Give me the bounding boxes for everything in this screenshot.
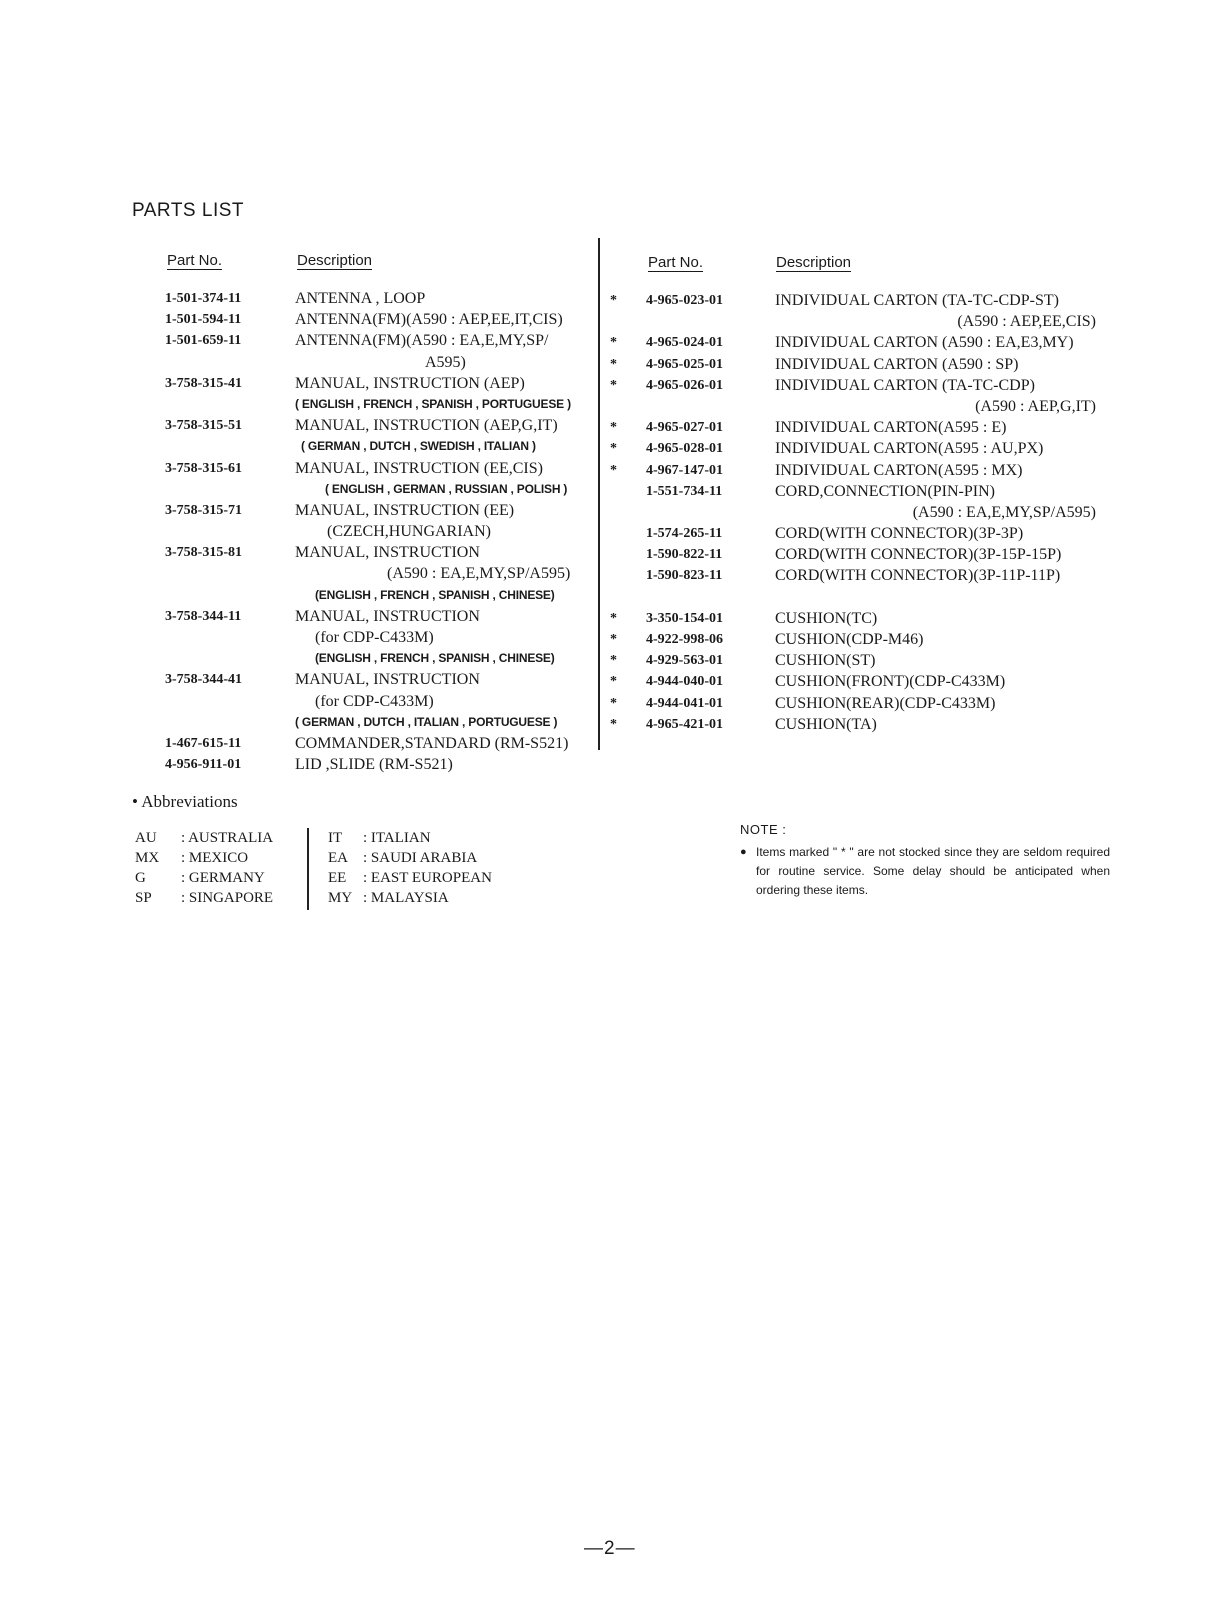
table-row xyxy=(610,523,1110,544)
part-description: (CZECH,HUNGARIAN) xyxy=(327,523,491,541)
part-description: MANUAL, INSTRUCTION (AEP,G,IT) xyxy=(295,417,558,435)
part-description: CORD(WITH CONNECTOR)(3P-15P-15P) xyxy=(775,546,1062,564)
table-row xyxy=(165,669,595,690)
table-row xyxy=(165,648,595,669)
abbreviation-meaning: : ITALIAN xyxy=(363,830,431,846)
part-number: 1-467-615-11 xyxy=(165,735,242,751)
not-stocked-marker: * xyxy=(610,377,617,393)
part-number: 3-758-315-81 xyxy=(165,545,242,561)
part-description: MANUAL, INSTRUCTION (EE,CIS) xyxy=(295,459,543,477)
part-number: 3-758-344-11 xyxy=(165,608,242,624)
part-description: (ENGLISH , FRENCH , SPANISH , CHINESE) xyxy=(315,587,555,602)
part-number: 4-922-998-06 xyxy=(646,632,723,647)
part-description: INDIVIDUAL CARTON (TA-TC-CDP) xyxy=(775,376,1035,394)
not-stocked-marker: * xyxy=(610,356,617,372)
abbreviation-code: EA xyxy=(328,850,348,866)
table-row xyxy=(165,479,595,500)
part-description: CUSHION(ST) xyxy=(775,652,876,670)
part-description: CORD(WITH CONNECTOR)(3P-3P) xyxy=(775,525,1024,543)
not-stocked-marker: * xyxy=(610,462,617,478)
table-row xyxy=(610,671,1110,692)
part-description: (A590 : AEP,G,IT) xyxy=(975,397,1096,415)
abbreviations-title: • Abbreviations xyxy=(132,792,238,811)
part-description: (A590 : EA,E,MY,SP/A595) xyxy=(912,503,1096,521)
abbreviation-code: G xyxy=(135,870,146,886)
part-number: 1-590-822-11 xyxy=(646,547,723,563)
abbreviation-row xyxy=(135,870,535,890)
part-number: 3-758-315-71 xyxy=(165,502,242,518)
abbreviation-meaning: : GERMANY xyxy=(181,870,265,886)
part-number: 4-965-023-01 xyxy=(646,293,723,308)
part-number: 4-967-147-01 xyxy=(646,462,723,478)
part-description: INDIVIDUAL CARTON (A590 : SP) xyxy=(775,355,1019,373)
table-row xyxy=(165,563,595,584)
column-divider xyxy=(598,238,600,750)
page-title: PARTS LIST xyxy=(132,200,244,221)
not-stocked-marker: * xyxy=(610,632,617,647)
not-stocked-marker: * xyxy=(610,441,617,457)
table-row xyxy=(165,754,595,775)
not-stocked-marker: * xyxy=(610,695,617,711)
table-row xyxy=(165,712,595,733)
part-description: CUSHION(CDP-M46) xyxy=(775,631,924,648)
table-row xyxy=(610,417,1110,438)
page-number: —2— xyxy=(584,1538,636,1559)
table-row xyxy=(610,629,1110,650)
note-title: NOTE : xyxy=(740,822,787,837)
abbreviation-meaning: : MEXICO xyxy=(181,850,249,866)
bullet-icon: ● xyxy=(740,846,747,858)
table-row xyxy=(165,691,595,712)
table-row xyxy=(610,544,1110,565)
abbreviation-code: AU xyxy=(135,830,157,846)
part-number: 3-758-344-41 xyxy=(165,672,242,688)
note-body xyxy=(740,843,1110,900)
table-row xyxy=(610,481,1110,502)
note-text: Items marked " * " are not stocked since they are seldom required for routine service. Some delay should be anticipated when ordering these items. xyxy=(756,845,1110,897)
part-description: MANUAL, INSTRUCTION (AEP) xyxy=(295,374,525,392)
table-row xyxy=(610,650,1110,671)
table-row xyxy=(610,332,1110,353)
part-number: 4-965-025-01 xyxy=(646,356,723,372)
part-description: CORD(WITH CONNECTOR)(3P-11P-11P) xyxy=(775,567,1061,585)
table-row xyxy=(165,330,595,351)
abbreviation-code: IT xyxy=(328,830,343,846)
not-stocked-marker: * xyxy=(610,716,617,732)
table-header xyxy=(610,250,1110,290)
part-number: 4-929-563-01 xyxy=(646,653,723,669)
part-no-header: Part No. xyxy=(167,252,223,269)
abbreviation-meaning: : MALAYSIA xyxy=(363,890,449,906)
not-stocked-marker: * xyxy=(610,335,617,351)
part-description: CORD,CONNECTION(PIN-PIN) xyxy=(775,482,995,500)
table-row xyxy=(610,438,1110,459)
part-description: (ENGLISH , FRENCH , SPANISH , CHINESE) xyxy=(315,651,555,666)
part-number: 1-551-734-11 xyxy=(646,483,723,499)
part-number: 4-956-911-01 xyxy=(165,757,242,773)
part-description: INDIVIDUAL CARTON(A595 : MX) xyxy=(775,461,1023,479)
part-description: CUSHION(TC) xyxy=(775,609,878,627)
part-number: 1-590-823-11 xyxy=(646,568,723,584)
part-description: CUSHION(REAR)(CDP-C433M) xyxy=(775,694,996,712)
abbreviation-code: MY xyxy=(328,890,353,906)
abbreviations-table xyxy=(135,830,535,910)
part-number: 1-501-594-11 xyxy=(165,312,242,328)
part-description: INDIVIDUAL CARTON (A590 : EA,E3,MY) xyxy=(775,334,1074,352)
part-description: (for CDP-C433M) xyxy=(315,692,434,710)
table-row xyxy=(165,585,595,606)
part-number: 1-501-374-11 xyxy=(165,291,242,306)
part-number: 4-965-028-01 xyxy=(646,441,723,457)
abbreviation-meaning: : EAST EUROPEAN xyxy=(363,870,492,886)
table-row xyxy=(610,354,1110,375)
table-row xyxy=(165,288,595,309)
table-row xyxy=(165,542,595,563)
part-description: INDIVIDUAL CARTON(A595 : AU,PX) xyxy=(775,440,1044,458)
table-row xyxy=(165,352,595,373)
part-number: 4-944-040-01 xyxy=(646,674,723,690)
part-number: 4-965-027-01 xyxy=(646,420,723,436)
part-number: 1-574-265-11 xyxy=(646,526,723,542)
part-description: ANTENNA(FM)(A590 : EA,E,MY,SP/ xyxy=(295,332,549,350)
part-description: ( ENGLISH , FRENCH , SPANISH , PORTUGUESE ) xyxy=(295,396,571,411)
part-no-header: Part No. xyxy=(648,254,704,271)
abbreviation-row xyxy=(135,830,535,850)
abbreviation-meaning: : SINGAPORE xyxy=(181,890,274,906)
table-row xyxy=(610,608,1110,629)
part-description: A595) xyxy=(425,353,466,371)
part-number: 1-501-659-11 xyxy=(165,333,242,349)
part-number: 4-965-024-01 xyxy=(646,335,723,351)
not-stocked-marker: * xyxy=(610,420,617,436)
abbreviation-code: SP xyxy=(135,890,152,906)
description-header: Description xyxy=(297,252,373,269)
part-description: MANUAL, INSTRUCTION xyxy=(295,544,480,562)
note xyxy=(740,822,1110,900)
not-stocked-marker: * xyxy=(610,610,617,626)
part-description: INDIVIDUAL CARTON (TA-TC-CDP-ST) xyxy=(775,292,1059,309)
table-row xyxy=(165,373,595,394)
part-description: INDIVIDUAL CARTON(A595 : E) xyxy=(775,419,1007,437)
table-row xyxy=(610,375,1110,396)
table-row xyxy=(610,460,1110,481)
row-gap xyxy=(610,587,1110,608)
part-description: MANUAL, INSTRUCTION xyxy=(295,671,480,689)
not-stocked-marker: * xyxy=(610,674,617,690)
table-row xyxy=(165,415,595,436)
table-row xyxy=(610,714,1110,735)
table-row xyxy=(165,606,595,627)
part-description: ( GERMAN , DUTCH , SWEDISH , ITALIAN ) xyxy=(301,439,536,454)
abbreviation-row xyxy=(135,850,535,870)
not-stocked-marker: * xyxy=(610,293,617,308)
part-number: 4-965-421-01 xyxy=(646,716,723,732)
table-row xyxy=(165,394,595,415)
table-row xyxy=(165,627,595,648)
abbreviation-code: EE xyxy=(328,870,347,886)
part-number: 4-965-026-01 xyxy=(646,377,723,393)
part-description: CUSHION(FRONT)(CDP-C433M) xyxy=(775,673,1006,691)
part-description: ANTENNA , LOOP xyxy=(295,290,426,307)
part-description: CUSHION(TA) xyxy=(775,715,877,733)
part-description: COMMANDER,STANDARD (RM-S521) xyxy=(295,734,569,752)
table-row xyxy=(165,436,595,457)
abbreviation-row xyxy=(135,890,535,910)
parts-table-left xyxy=(165,248,595,775)
part-description: ( ENGLISH , GERMAN , RUSSIAN , POLISH ) xyxy=(325,481,568,496)
part-description: ANTENNA(FM)(A590 : AEP,EE,IT,CIS) xyxy=(295,311,563,329)
part-description: MANUAL, INSTRUCTION xyxy=(295,607,480,625)
table-row xyxy=(610,396,1110,417)
table-row xyxy=(610,502,1110,523)
table-row xyxy=(165,521,595,542)
table-row xyxy=(610,290,1110,311)
parts-table-right xyxy=(610,250,1110,735)
table-row xyxy=(165,458,595,479)
abbreviation-code: MX xyxy=(135,850,160,866)
abbreviation-meaning: : SAUDI ARABIA xyxy=(363,850,478,866)
table-row xyxy=(165,733,595,754)
part-number: 4-944-041-01 xyxy=(646,695,723,711)
table-row xyxy=(165,309,595,330)
part-description: (A590 : EA,E,MY,SP/A595) xyxy=(387,565,571,583)
table-row xyxy=(610,693,1110,714)
part-number: 3-350-154-01 xyxy=(646,610,723,626)
part-description: ( GERMAN , DUTCH , ITALIAN , PORTUGUESE ) xyxy=(295,714,558,729)
part-number: 3-758-315-41 xyxy=(165,375,242,391)
part-description: LID ,SLIDE (RM-S521) xyxy=(295,756,453,774)
table-row xyxy=(165,500,595,521)
table-row xyxy=(610,311,1110,332)
not-stocked-marker: * xyxy=(610,653,617,669)
part-number: 3-758-315-61 xyxy=(165,460,242,476)
table-header xyxy=(165,248,595,288)
part-description: MANUAL, INSTRUCTION (EE) xyxy=(295,501,515,519)
part-description: (A590 : AEP,EE,CIS) xyxy=(957,313,1096,331)
table-row xyxy=(610,565,1110,586)
part-number: 3-758-315-51 xyxy=(165,418,242,434)
abbreviation-meaning: : AUSTRALIA xyxy=(181,830,274,846)
part-description: (for CDP-C433M) xyxy=(315,629,434,646)
description-header: Description xyxy=(776,254,852,271)
